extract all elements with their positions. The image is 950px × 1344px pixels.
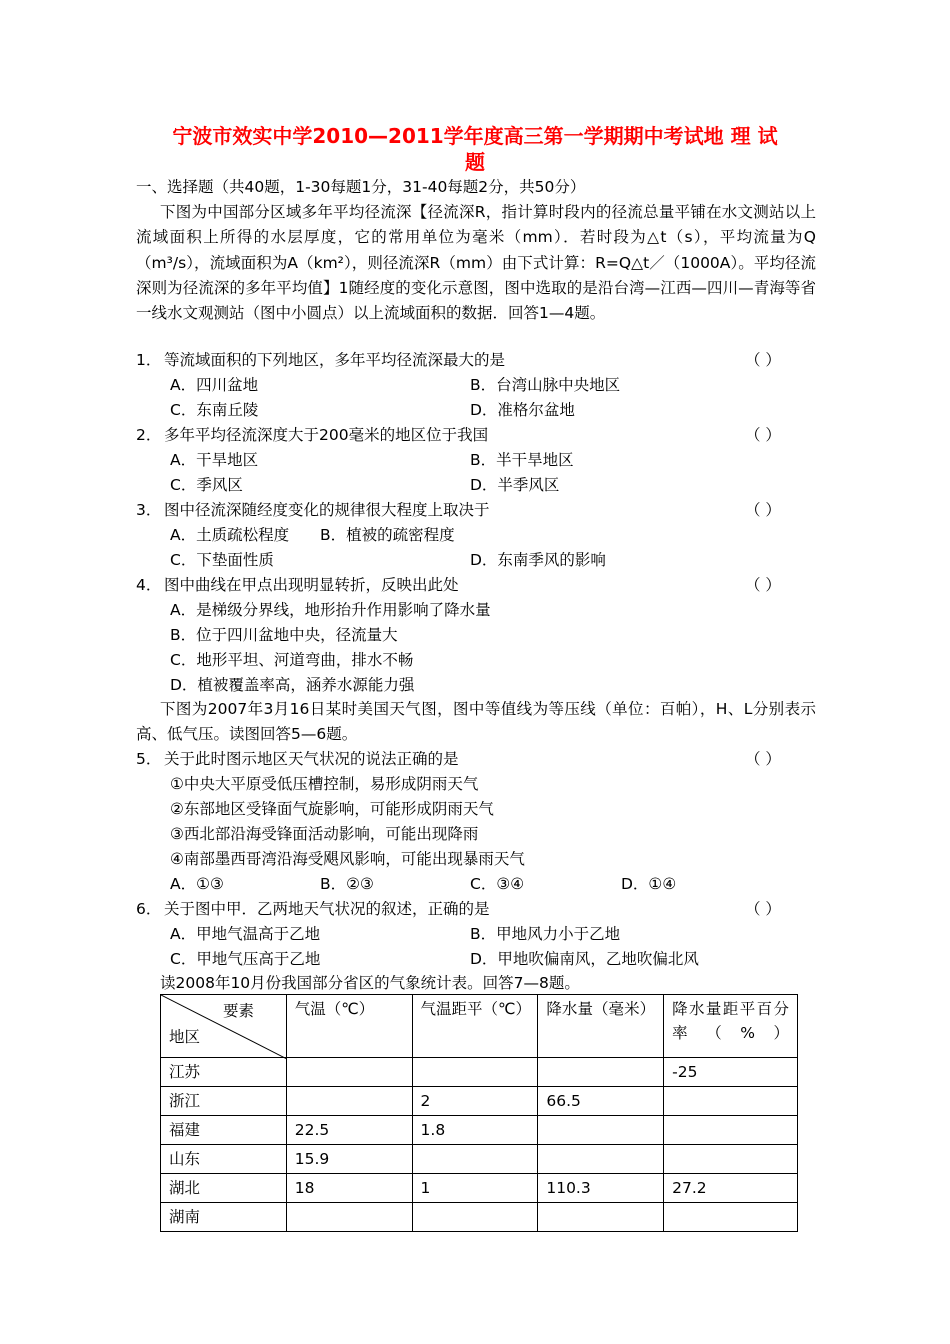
- header-temperature: 气温（℃）: [286, 995, 412, 1058]
- table-cell: [664, 1203, 798, 1232]
- table-row: [161, 1145, 798, 1174]
- table-cell: [664, 1087, 798, 1116]
- table-cell: [412, 1145, 538, 1174]
- question-number: 1．: [136, 351, 162, 369]
- intro-paragraph-weather-map: 下图为2007年3月16日某时美国天气图，图中等值线为等压线（单位：百帕），H、L分别表示高、低气压。读图回答5—6题。: [136, 700, 816, 744]
- option-a: A．四川盆地: [170, 376, 259, 394]
- table-cell: -25: [664, 1058, 798, 1087]
- region-cell: 福建: [161, 1116, 287, 1145]
- statement-4: ④南部墨西哥湾沿海受飓风影响，可能出现暴雨天气: [170, 850, 525, 868]
- option-c: C．地形平坦、河道弯曲，排水不畅: [170, 651, 414, 669]
- table-cell: [538, 1116, 664, 1145]
- option-d: D．东南季风的影响: [470, 551, 606, 569]
- region-cell: 江苏: [161, 1058, 287, 1087]
- statement-1: ①中央大平原受低压槽控制，易形成阴雨天气: [170, 775, 479, 793]
- table-header-row: [161, 995, 798, 1058]
- table-cell: [286, 1087, 412, 1116]
- table-cell: 2: [412, 1087, 538, 1116]
- question-number: 3．: [136, 501, 162, 519]
- corner-label-element: 要素: [223, 1002, 255, 1020]
- option-b: B．半干旱地区: [470, 451, 574, 469]
- table-corner-cell: [161, 995, 287, 1058]
- region-cell: 山东: [161, 1145, 287, 1174]
- table-cell: [412, 1058, 538, 1087]
- table-cell: 1: [412, 1174, 538, 1203]
- question-stem: 多年平均径流深度大于200毫米的地区位于我国: [164, 426, 489, 444]
- question-2: [136, 423, 816, 448]
- question-5: [136, 747, 816, 772]
- option-b: B．②③: [320, 875, 374, 893]
- answer-blank: （ ）: [745, 351, 781, 369]
- header-precipitation-anomaly: 降水量距平百分率（%）: [664, 995, 798, 1058]
- table-row: [161, 1087, 798, 1116]
- answer-blank: （ ）: [745, 750, 781, 768]
- option-b: B．台湾山脉中央地区: [470, 376, 621, 394]
- table-row: [161, 1174, 798, 1203]
- answer-blank: （ ）: [745, 576, 781, 594]
- table-cell: 22.5: [286, 1116, 412, 1145]
- table-cell: 18: [286, 1174, 412, 1203]
- question-1: [136, 348, 816, 373]
- table-cell: [412, 1203, 538, 1232]
- answer-blank: （ ）: [745, 501, 781, 519]
- table-cell: [538, 1145, 664, 1174]
- region-cell: 湖北: [161, 1174, 287, 1203]
- question-stem: 关于此时图示地区天气状况的说法正确的是: [164, 750, 459, 768]
- exam-title-line2: 题: [465, 150, 485, 174]
- header-temperature-anomaly: 气温距平（℃）: [412, 995, 538, 1058]
- table-cell: [538, 1058, 664, 1087]
- option-c: C．下垫面性质: [170, 551, 274, 569]
- question-stem: 图中径流深随经度变化的规律很大程度上取决于: [164, 501, 490, 519]
- table-cell: [286, 1058, 412, 1087]
- option-c: C．甲地气压高于乙地: [170, 950, 321, 968]
- table-row: [161, 1203, 798, 1232]
- question-number: 6．: [136, 900, 162, 918]
- option-a: A．甲地气温高于乙地: [170, 925, 321, 943]
- table-row: [161, 1116, 798, 1145]
- table-cell: 110.3: [538, 1174, 664, 1203]
- option-b: B．位于四川盆地中央，径流量大: [170, 626, 398, 644]
- option-d: D．①④: [621, 875, 677, 893]
- option-c: C．③④: [470, 875, 525, 893]
- option-d: D．半季风区: [470, 476, 560, 494]
- corner-label-region: 地区: [169, 1028, 201, 1046]
- question-stem: 图中曲线在甲点出现明显转折，反映出此处: [164, 576, 459, 594]
- question-number: 5．: [136, 750, 162, 768]
- question-stem: 等流域面积的下列地区，多年平均径流深最大的是: [164, 351, 506, 369]
- statement-3: ③西北部沿海受锋面活动影响，可能出现降雨: [170, 825, 479, 843]
- header-precipitation: 降水量（毫米）: [538, 995, 664, 1058]
- region-cell: 湖南: [161, 1203, 287, 1232]
- question-3: [136, 498, 816, 523]
- option-b: B．植被的疏密程度: [320, 526, 455, 544]
- intro-paragraph-table: 读2008年10月份我国部分省区的气象统计表。回答7—8题。: [160, 974, 580, 992]
- question-number: 4．: [136, 576, 162, 594]
- option-d: D．甲地吹偏南风，乙地吹偏北风: [470, 950, 699, 968]
- section-heading: 一、选择题（共40题，1-30每题1分，31-40每题2分，共50分）: [136, 178, 586, 196]
- region-cell: 浙江: [161, 1087, 287, 1116]
- option-a: A．干旱地区: [170, 451, 259, 469]
- statement-2: ②东部地区受锋面气旋影响，可能形成阴雨天气: [170, 800, 494, 818]
- option-d: D．植被覆盖率高，涵养水源能力强: [170, 676, 415, 694]
- table-cell: 1.8: [412, 1116, 538, 1145]
- weather-stats-table: [160, 994, 798, 1232]
- exam-title-line1: 宁波市效实中学2010—2011学年度高三第一学期期中考试地 理 试: [172, 124, 778, 148]
- table-row: [161, 1058, 798, 1087]
- option-c: C．东南丘陵: [170, 401, 259, 419]
- table-cell: 27.2: [664, 1174, 798, 1203]
- question-number: 2．: [136, 426, 162, 444]
- option-a: A．是梯级分界线，地形抬升作用影响了降水量: [170, 601, 491, 619]
- question-4: [136, 573, 816, 598]
- question-6: [136, 897, 816, 922]
- question-stem: 关于图中甲．乙两地天气状况的叙述，正确的是: [164, 900, 490, 918]
- table-cell: [286, 1203, 412, 1232]
- table-cell: [664, 1145, 798, 1174]
- option-b: B．甲地风力小于乙地: [470, 925, 621, 943]
- option-c: C．季风区: [170, 476, 243, 494]
- answer-blank: （ ）: [745, 426, 781, 444]
- table-cell: [664, 1116, 798, 1145]
- table-cell: [538, 1203, 664, 1232]
- intro-paragraph-runoff: 下图为中国部分区域多年平均径流深【径流深R，指计算时段内的径流总量平铺在水文测站以上流域面积上所得的水层厚度，它的常用单位为毫米（mm）．若时段为△t（s），平均流量为Q（m³/s），流域面积为A（km²），则径流深R（mm）由下式计算：R=Q△t／（1000A）。平均径流深则为径流深的多年平均值】1随经度的变化示意图，图中选取的是沿台湾—江西—四川—青海等省一线水文观测站（图中小圆点）以上流域面积的数据．回答1—4题。: [136, 203, 816, 323]
- answer-blank: （ ）: [745, 900, 781, 918]
- table-cell: 66.5: [538, 1087, 664, 1116]
- table-cell: 15.9: [286, 1145, 412, 1174]
- option-a: A．①③: [170, 875, 224, 893]
- option-a: A．土质疏松程度: [170, 526, 290, 544]
- option-d: D．准格尔盆地: [470, 401, 575, 419]
